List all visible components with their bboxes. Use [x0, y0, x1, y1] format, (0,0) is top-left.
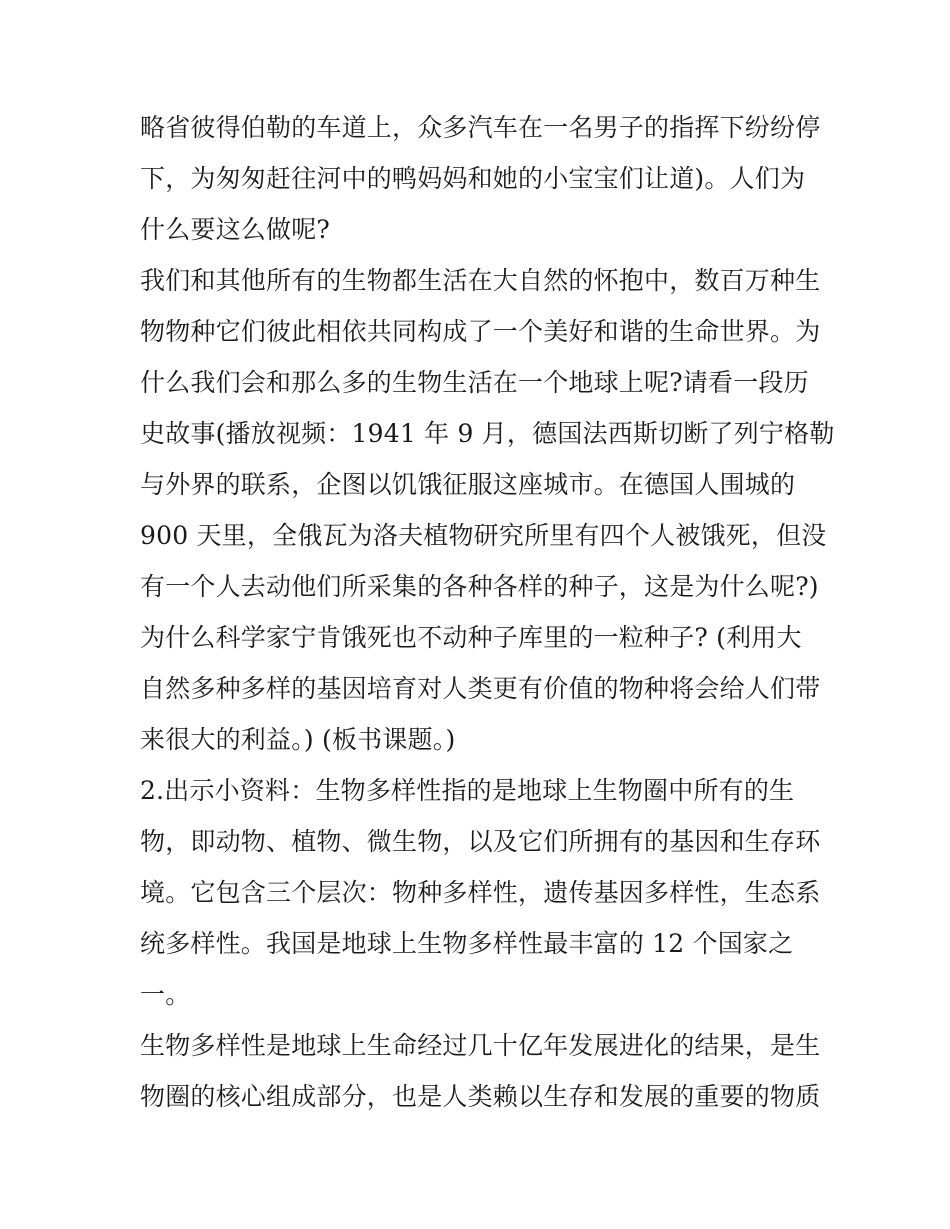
text-line: 什么要这么做呢? — [140, 215, 331, 244]
text-line: 2.出示小资料：生物多样性指的是地球上生物圈中所有的生 — [140, 776, 795, 805]
text-line: 境。它包含三个层次：物种多样性，遗传基因多样性，生态系 — [140, 878, 821, 907]
text-line: 900 天里，全俄瓦为洛夫植物研究所里有四个人被饿死，但没 — [140, 521, 827, 550]
text-line: 物，即动物、植物、微生物，以及它们所拥有的基因和生存环 — [140, 827, 821, 856]
text-line: 为什么科学家宁肯饿死也不动种子库里的一粒种子? (利用大 — [140, 623, 802, 652]
text-line: 统多样性。我国是地球上生物多样性最丰富的 12 个国家之 — [140, 929, 794, 958]
text-line: 物物种它们彼此相依共同构成了一个美好和谐的生命世界。为 — [140, 317, 821, 346]
text-line: 下，为匆匆赶往河中的鸭妈妈和她的小宝宝们让道)。人们为 — [140, 164, 806, 193]
text-line: 物圈的核心组成部分，也是人类赖以生存和发展的重要的物质 — [140, 1082, 821, 1111]
text-line: 与外界的联系，企图以饥饿征服这座城市。在德国人围城的 — [140, 470, 796, 499]
text-line: 略省彼得伯勒的车道上，众多汽车在一名男子的指挥下纷纷停 — [140, 113, 821, 142]
text-line: 史故事(播放视频：1941 年 9 月，德国法西斯切断了列宁格勒 — [140, 419, 835, 448]
text-line: 来很大的利益。) (板书课题。) — [140, 725, 456, 754]
text-line: 什么我们会和那么多的生物生活在一个地球上呢?请看一段历 — [140, 368, 809, 397]
text-line: 有一个人去动他们所采集的各种各样的种子，这是为什么呢?) — [140, 572, 819, 601]
text-line: 生物多样性是地球上生命经过几十亿年发展进化的结果，是生 — [140, 1031, 821, 1060]
text-line: 我们和其他所有的生物都生活在大自然的怀抱中，数百万种生 — [140, 266, 821, 295]
text-line: 一。 — [140, 980, 191, 1009]
text-line: 自然多种多样的基因培育对人类更有价值的物种将会给人们带 — [140, 674, 821, 703]
